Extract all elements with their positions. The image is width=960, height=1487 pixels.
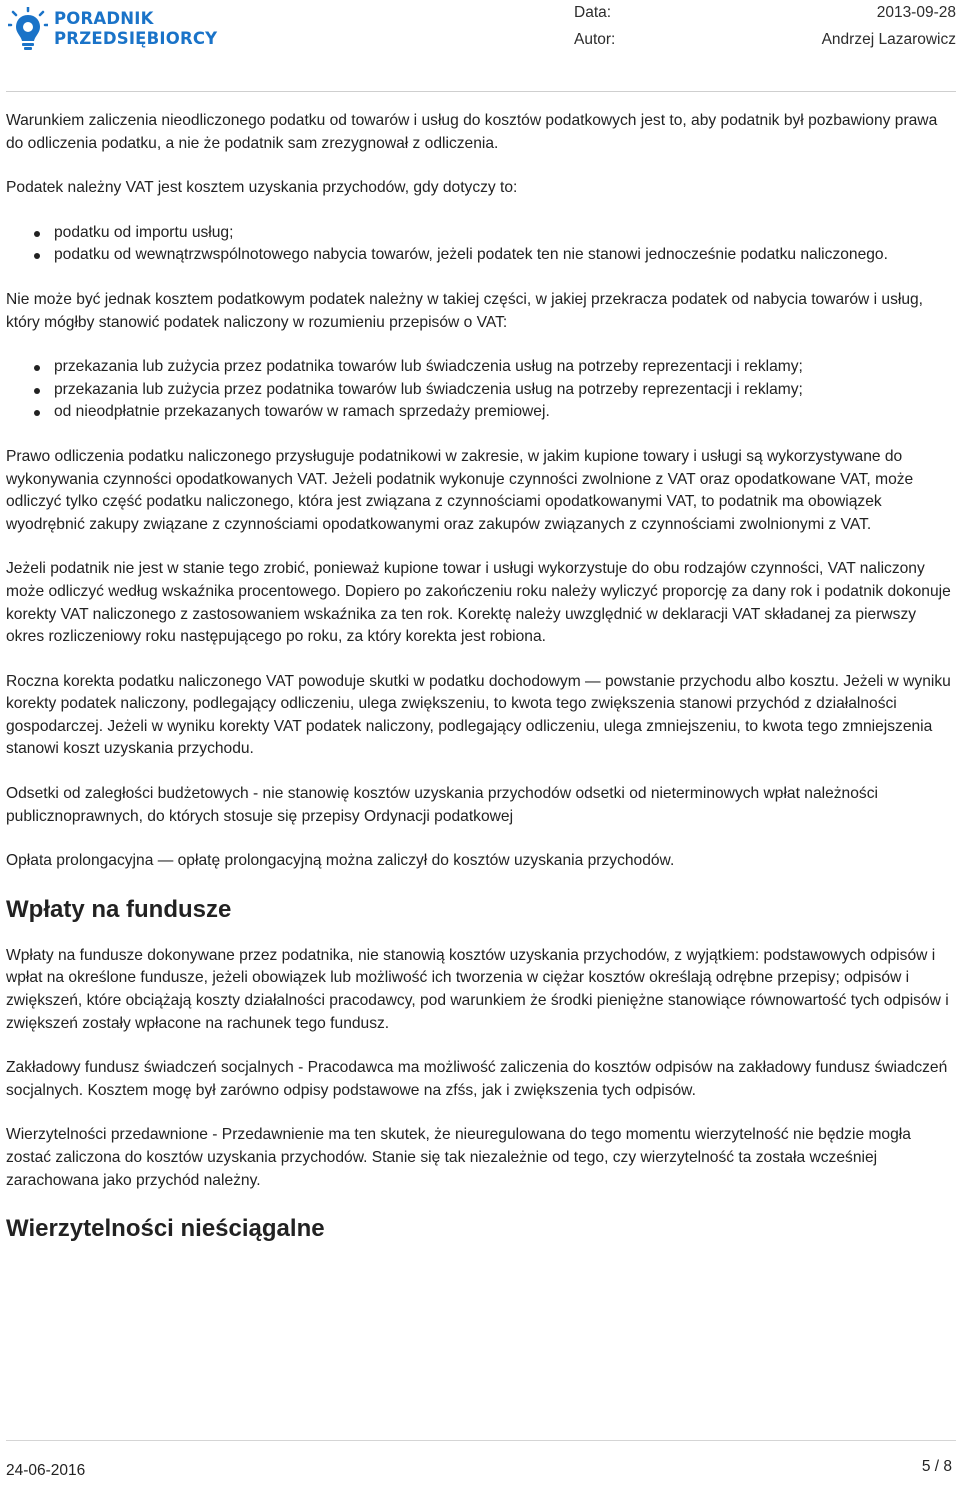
author-label: Autor: [574,31,616,48]
date-label: Data: [574,4,612,21]
bullet-list [6,222,956,267]
article-body [6,110,956,1264]
page-header [0,0,960,92]
lightbulb-icon [8,7,48,51]
list-item-text: przekazania lub zużycia przez podatnika towarów lub świadczenia usług na potrzeby reprezentacji i reklamy; [54,380,803,398]
date-row [570,0,960,27]
paragraph: Opłata prolongacyjna — opłatę prolongacyjną można zaliczył do kosztów uzyskania przychodów. [6,852,675,870]
bullet-icon [34,365,40,371]
author-row [570,27,960,54]
paragraph: Zakładowy fundusz świadczeń socjalnych - Pracodawca ma możliwość zaliczenia do kosztów odpisów na zakładowy fundusz świadczeń socjalnych. Kosztem mogę był zarówno odpisy podstawowe na zfśs, jak i zwiększenia tych odpisów. [6,1059,948,1099]
logo [8,4,217,54]
list-item [54,222,956,245]
footer-date: 24-06-2016 [6,1462,86,1479]
bullet-icon [34,231,40,237]
paragraph: Odsetki od zaległości budżetowych - nie stanowię kosztów uzyskania przychodów odsetki od nieterminowych wpłat należności publicznoprawnych, do których stosuje się przepisy Ordynacji podatkowej [6,785,878,825]
header-divider [6,91,956,92]
paragraph: Roczna korekta podatku naliczonego VAT powoduje skutki w podatku dochodowym — powstanie przychodu albo kosztu. Jeżeli w wyniku korekty podatek naliczony, podlegający odliczeniu, ulega zwiększeniu, to kwota tego zwiększenia stanowi przychód z działalności gospodarczej. Jeżeli w wyniku korekty VAT podatek naliczony, podlegający odliczeniu, ulega zmniejszeniu, to kwota tego zmniejszenia stanowi koszt uzyskania przychodu. [6,672,951,758]
paragraph: Podatek należny VAT jest kosztem uzyskania przychodów, gdy dotyczy to: [6,179,518,197]
paragraph: Prawo odliczenia podatku naliczonego przysługuje podatnikowi w zakresie, w jakim kupione towary i usługi są wykorzystywane do wykonywania czynności opodatkowanych VAT. Jeżeli podatnik wykonuje czynności zwolnione z VAT oraz opodatkowane VAT, może odliczyć tylko część podatku naliczonego, która jest związana z czynnościami opodatkowanymi VAT, to podatnik ma obowiązek wyodrębnić zakupy związane z czynnościami opodatkowanymi oraz zakupów związanych z czynnościami zwolnionymi z VAT. [6,447,914,533]
paragraph: Wpłaty na fundusze dokonywane przez podatnika, nie stanowią kosztów uzyskania przychodów, z wyjątkiem: podstawowych odpisów i wpłat na określone fundusze, jeżeli obowiązek lub możliwość ich tworzenia w ciężar kosztów określają odrębne przepisy; odpisów i zwiększeń, które obciążają koszty działalności pracodawcy, pod warunkiem że środki pieniężne stanowiące równowartość tych odpisów i zwiększeń zostały wpłacone na rachunek tego fundusz. [6,946,949,1032]
list-item-text: przekazania lub zużycia przez podatnika towarów lub świadczenia usług na potrzeby reprezentacji i reklamy; [54,358,803,376]
paragraph: Wierzytelności przedawnione - Przedawnienie ma ten skutek, że nieuregulowana do tego momentu wierzytelność nie będzie mogła zostać zaliczona do kosztów uzyskania przychodów. Stanie się tak niezależnie od tego, czy wierzytelność ta została wcześniej zarachowana jako przychód należny. [6,1126,911,1189]
paragraph: Jeżeli podatnik nie jest w stanie tego zrobić, ponieważ kupione towar i usługi wykorzystuje do obu rodzajów czynności, VAT naliczony może odliczyć według wskaźnika procentowego. Dopiero po zakończeniu roku należy wyliczyć proporcję za dany rok i podatnik dokonuje korekty VAT naliczonego z zastosowaniem wskaźnika za ten rok. Korektę należy uwzględnić w deklaracji VAT składanej za pierwszy okres rozliczeniowy roku następującego po roku, za który korekta jest robiona. [6,560,951,646]
bullet-icon [34,388,40,394]
page-footer [0,1440,960,1487]
logo-line-2: PRZEDSIĘBIORCY [54,29,218,48]
list-item [54,401,956,424]
section-heading: Wpłaty na fundusze [6,895,232,923]
list-item [54,356,956,379]
paragraph: Nie może być jednak kosztem podatkowym podatek należny w takiej części, w jakiej przekracza podatek od nabycia towarów i usług, który mógłby stanowić podatek naliczony w rozumieniu przepisów o VAT: [6,290,924,331]
bullet-icon [34,253,40,259]
footer-divider [6,1440,956,1441]
list-item-text: podatku od wewnątrzwspólnotowego nabycia towarów, jeżeli podatek ten nie stanowi jednocześnie podatku naliczonego. [54,246,888,264]
list-item [54,379,956,402]
author-value: Andrzej Lazarowicz [821,31,956,48]
list-item-text: podatku od importu usług; [54,223,234,241]
logo-text [54,9,217,49]
list-item-text: od nieodpłatnie przekazanych towarów w ramach sprzedaży premiowej. [54,403,550,421]
date-value: 2013-09-28 [876,4,956,21]
document-meta [570,0,960,54]
paragraph: Warunkiem zaliczenia nieodliczonego podatku od towarów i usług do kosztów podatkowych jest to, aby podatnik był pozbawiony prawa do odliczenia podatku, a nie że podatnik sam zrezygnował z odliczenia. [6,112,938,152]
bullet-icon [34,410,40,416]
page-number: 5 / 8 [921,1458,952,1475]
bullet-list [6,356,956,424]
logo-line-1: PORADNIK [54,9,154,28]
list-item [54,244,956,267]
section-heading: Wierzytelności nieściągalne [6,1215,325,1243]
